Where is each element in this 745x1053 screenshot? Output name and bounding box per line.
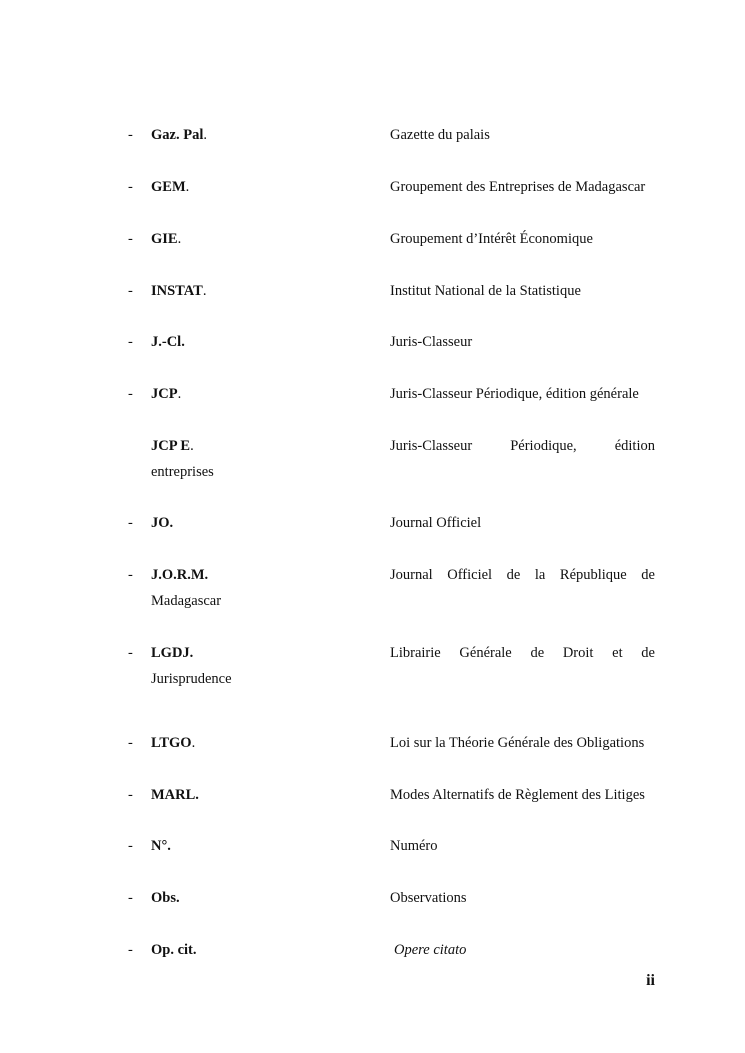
definition: Groupement d’Intérêt Économique	[390, 231, 593, 247]
definition: Groupement des Entreprises de Madagascar	[390, 179, 646, 195]
abbreviation: Obs.	[151, 890, 180, 906]
definition: Juris-Classeur	[390, 334, 473, 350]
abbreviation: LTGO.	[151, 735, 196, 751]
list-dash: -	[128, 515, 133, 531]
definition: Journal Officiel	[390, 515, 482, 531]
abbreviation: Gaz. Pal.	[151, 127, 207, 143]
abbreviation: JCP.	[151, 386, 182, 402]
list-dash: -	[128, 179, 133, 195]
abbreviation: MARL.	[151, 787, 199, 803]
list-dash: -	[128, 231, 133, 247]
abbreviation: GIE.	[151, 231, 182, 247]
definition: Modes Alternatifs de Règlement des Litiges	[390, 787, 645, 803]
abbreviation: GEM.	[151, 179, 190, 195]
definition: Numéro	[390, 838, 438, 854]
definition: Loi sur la Théorie Générale des Obligations	[390, 735, 645, 751]
abbreviation: JCP E.	[151, 438, 194, 454]
definition: Librairie Générale de Droit et de	[390, 645, 655, 661]
list-dash: -	[128, 942, 133, 958]
list-dash: -	[128, 567, 133, 583]
page-number: ii	[646, 972, 655, 989]
definition-continuation: Jurisprudence	[151, 671, 232, 687]
definition-continuation: entreprises	[151, 464, 214, 480]
definition: Gazette du palais	[390, 127, 490, 143]
abbreviation: JO.	[151, 515, 174, 531]
definition: Journal Officiel de la République de	[390, 567, 655, 583]
list-dash: -	[128, 334, 133, 350]
definition: Opere citato	[394, 942, 467, 958]
definition: Institut National de la Statistique	[390, 283, 581, 299]
list-dash: -	[128, 838, 133, 854]
abbreviation: INSTAT.	[151, 283, 207, 299]
definition: Juris-Classeur Périodique, édition générale	[390, 386, 639, 402]
list-dash: -	[128, 283, 133, 299]
definition: Juris-Classeur Périodique, édition	[390, 438, 655, 454]
abbreviation: LGDJ.	[151, 645, 194, 661]
list-dash: -	[128, 386, 133, 402]
abbreviation: J.O.R.M.	[151, 567, 209, 583]
definition: Observations	[390, 890, 467, 906]
list-dash: -	[128, 890, 133, 906]
list-dash: -	[128, 645, 133, 661]
list-dash: -	[128, 787, 133, 803]
list-dash: -	[128, 735, 133, 751]
definition-continuation: Madagascar	[151, 593, 222, 609]
abbreviation: Op. cit.	[151, 942, 197, 958]
list-dash: -	[128, 127, 133, 143]
abbreviation: J.-Cl.	[151, 334, 185, 350]
abbreviation: N°.	[151, 838, 171, 854]
